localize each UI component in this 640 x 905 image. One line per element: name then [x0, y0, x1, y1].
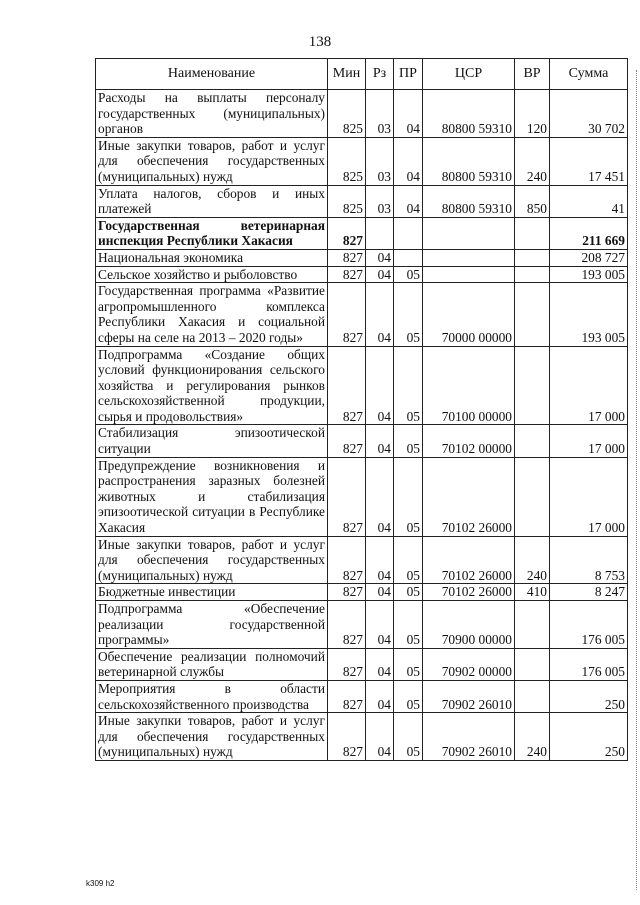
header-csr: ЦСР [423, 59, 515, 90]
cell-min: 827 [328, 680, 366, 712]
cell-min: 825 [328, 90, 366, 138]
cell-name: Мероприятия в области сельскохозяйственного производства [96, 680, 328, 712]
cell-sum: 8 753 [550, 536, 628, 584]
cell-pr: 05 [394, 713, 423, 761]
table-row [96, 249, 628, 266]
cell-sum: 208 727 [550, 249, 628, 266]
cell-pr: 05 [394, 536, 423, 584]
cell-name: Обеспечение реализации полномочий ветеринарной службы [96, 648, 328, 680]
cell-min: 827 [328, 266, 366, 283]
cell-name: Иные закупки товаров, работ и услуг для обеспечения государственных (муниципальных) нужд [96, 536, 328, 584]
cell-name: Уплата налогов, сборов и иных платежей [96, 185, 328, 217]
cell-pr [394, 249, 423, 266]
cell-csr: 70102 00000 [423, 425, 515, 457]
cell-min: 827 [328, 601, 366, 649]
cell-rz: 04 [366, 584, 394, 601]
page-number: 138 [308, 34, 332, 50]
cell-sum: 41 [550, 185, 628, 217]
cell-rz: 04 [366, 536, 394, 584]
cell-sum: 176 005 [550, 648, 628, 680]
cell-name: Сельское хозяйство и рыболовство [96, 266, 328, 283]
cell-vr [515, 217, 550, 249]
table-body [96, 90, 628, 761]
cell-min: 827 [328, 648, 366, 680]
table-row [96, 137, 628, 185]
cell-csr: 70902 00000 [423, 648, 515, 680]
cell-csr [423, 217, 515, 249]
cell-csr: 70000 00000 [423, 283, 515, 346]
cell-name: Иные закупки товаров, работ и услуг для обеспечения государственных (муниципальных) нужд [96, 137, 328, 185]
cell-sum: 17 000 [550, 457, 628, 536]
cell-name: Подпрограмма «Обеспечение реализации государственной программы» [96, 601, 328, 649]
cell-name: Иные закупки товаров, работ и услуг для обеспечения государственных (муниципальных) нужд [96, 713, 328, 761]
scan-edge-marks [633, 70, 637, 890]
cell-min: 825 [328, 137, 366, 185]
table-row [96, 601, 628, 649]
cell-pr: 04 [394, 185, 423, 217]
cell-name: Государственная программа «Развитие агропромышленного комплекса Республики Хакасия и социальной сферы на селе на 2013 – 2020 годы» [96, 283, 328, 346]
cell-rz: 04 [366, 648, 394, 680]
budget-table [95, 58, 628, 761]
cell-sum: 17 000 [550, 346, 628, 425]
cell-sum: 211 669 [550, 217, 628, 249]
cell-name: Государственная ветеринарная инспекция Республики Хакасия [96, 217, 328, 249]
cell-csr: 80800 59310 [423, 185, 515, 217]
cell-rz: 04 [366, 425, 394, 457]
cell-csr: 70100 00000 [423, 346, 515, 425]
cell-min: 827 [328, 457, 366, 536]
cell-min: 827 [328, 249, 366, 266]
cell-sum: 17 000 [550, 425, 628, 457]
cell-vr: 850 [515, 185, 550, 217]
cell-csr: 80800 59310 [423, 90, 515, 138]
cell-rz [366, 217, 394, 249]
cell-vr [515, 648, 550, 680]
header-name: Наименование [96, 59, 328, 90]
cell-vr [515, 346, 550, 425]
cell-pr: 05 [394, 266, 423, 283]
cell-vr: 120 [515, 90, 550, 138]
cell-csr: 70102 26000 [423, 457, 515, 536]
cell-sum: 250 [550, 680, 628, 712]
cell-vr [515, 425, 550, 457]
cell-pr: 05 [394, 584, 423, 601]
cell-pr: 04 [394, 90, 423, 138]
cell-csr: 70900 00000 [423, 601, 515, 649]
cell-csr: 80800 59310 [423, 137, 515, 185]
cell-pr: 05 [394, 425, 423, 457]
cell-csr: 70902 26010 [423, 713, 515, 761]
table-row [96, 457, 628, 536]
cell-name: Стабилизация эпизоотической ситуации [96, 425, 328, 457]
cell-min: 827 [328, 536, 366, 584]
cell-csr [423, 249, 515, 266]
cell-pr: 05 [394, 283, 423, 346]
cell-csr: 70102 26000 [423, 536, 515, 584]
cell-name: Национальная экономика [96, 249, 328, 266]
cell-name: Подпрограмма «Создание общих условий функционирования сельского хозяйства и регулирования рынков сельскохозяйственной продукции, сырья и продовольствия» [96, 346, 328, 425]
table-row [96, 536, 628, 584]
cell-vr [515, 249, 550, 266]
cell-rz: 04 [366, 283, 394, 346]
cell-rz: 04 [366, 457, 394, 536]
cell-pr: 05 [394, 457, 423, 536]
table-row [96, 713, 628, 761]
header-sum: Сумма [550, 59, 628, 90]
cell-rz: 04 [366, 680, 394, 712]
footer-code: k309 h2 [86, 879, 115, 888]
cell-min: 825 [328, 185, 366, 217]
cell-rz: 04 [366, 713, 394, 761]
cell-name: Предупреждение возникновения и распространения заразных болезней животных и стабилизация эпизоотической ситуации в Республике Хакасия [96, 457, 328, 536]
cell-sum: 193 005 [550, 266, 628, 283]
table-row [96, 648, 628, 680]
table-row [96, 584, 628, 601]
cell-min: 827 [328, 217, 366, 249]
cell-pr: 05 [394, 601, 423, 649]
cell-vr: 240 [515, 713, 550, 761]
cell-vr [515, 680, 550, 712]
cell-min: 827 [328, 283, 366, 346]
cell-rz: 03 [366, 185, 394, 217]
cell-min: 827 [328, 425, 366, 457]
table-row [96, 217, 628, 249]
cell-csr: 70902 26010 [423, 680, 515, 712]
cell-pr: 04 [394, 137, 423, 185]
cell-csr: 70102 26000 [423, 584, 515, 601]
cell-sum: 176 005 [550, 601, 628, 649]
cell-name: Бюджетные инвестиции [96, 584, 328, 601]
cell-vr [515, 283, 550, 346]
cell-pr [394, 217, 423, 249]
cell-csr [423, 266, 515, 283]
table-row [96, 283, 628, 346]
cell-rz: 04 [366, 346, 394, 425]
cell-pr: 05 [394, 346, 423, 425]
cell-vr: 410 [515, 584, 550, 601]
cell-vr: 240 [515, 536, 550, 584]
cell-sum: 30 702 [550, 90, 628, 138]
cell-rz: 04 [366, 249, 394, 266]
table-header-row [96, 59, 628, 90]
cell-rz: 04 [366, 601, 394, 649]
table-row [96, 425, 628, 457]
header-min: Мин [328, 59, 366, 90]
cell-sum: 193 005 [550, 283, 628, 346]
cell-rz: 03 [366, 90, 394, 138]
cell-pr: 05 [394, 680, 423, 712]
cell-rz: 03 [366, 137, 394, 185]
cell-vr [515, 601, 550, 649]
cell-min: 827 [328, 713, 366, 761]
cell-vr: 240 [515, 137, 550, 185]
cell-sum: 17 451 [550, 137, 628, 185]
cell-pr: 05 [394, 648, 423, 680]
table-row [96, 266, 628, 283]
table-row [96, 90, 628, 138]
cell-min: 827 [328, 584, 366, 601]
cell-vr [515, 457, 550, 536]
cell-sum: 250 [550, 713, 628, 761]
header-rz: Рз [366, 59, 394, 90]
cell-min: 827 [328, 346, 366, 425]
table-row [96, 346, 628, 425]
table-row [96, 185, 628, 217]
header-vr: ВР [515, 59, 550, 90]
header-pr: ПР [394, 59, 423, 90]
cell-sum: 8 247 [550, 584, 628, 601]
cell-name: Расходы на выплаты персоналу государственных (муниципальных) органов [96, 90, 328, 138]
cell-rz: 04 [366, 266, 394, 283]
table-row [96, 680, 628, 712]
cell-vr [515, 266, 550, 283]
